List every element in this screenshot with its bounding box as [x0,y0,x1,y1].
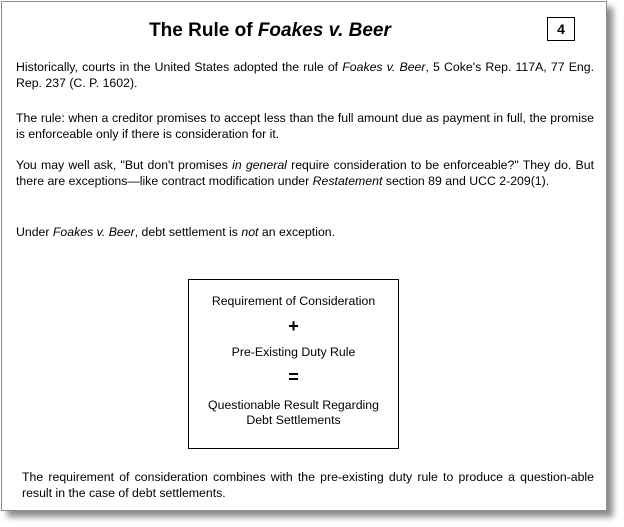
p3-emphasis-general: in general [232,158,287,172]
equation-term-preexisting-duty: Pre-Existing Duty Rule [231,345,356,359]
paragraph-conclusion [16,225,594,241]
equals-sign: = [288,367,299,387]
equation-result [189,398,398,428]
equation-box [188,279,399,449]
p3-emphasis-restatement: Restatement [312,173,383,188]
p4-text-middle: , debt settlement is [134,225,242,239]
p3-text-end: section 89 and UCC 2-209(1). [382,173,550,188]
p4-text-start: Under [16,225,53,239]
equation-term-consideration: Requirement of Consideration [211,294,376,308]
paragraph-rule: The rule: when a creditor promises to accept less than the full amount due as payment in full, the promise is enforceable only if there is consideration for it. [16,111,594,141]
p1-citation: , 5 Coke's Rep. 117A, 77 Eng. Rep. 237 (C. P. 1602). [16,60,594,90]
paragraph-exceptions [16,158,594,189]
figure-caption: The requirement of consideration combines with the pre-existing duty rule to produce a question-able result in the case of debt settlements. [22,470,594,500]
p3-text-middle: require consideration to be enforceable?" They do. But there are exceptions—like contract modification under [16,158,594,188]
p1-case-name: Foakes v. Beer [342,60,426,74]
p4-emphasis-not: not [241,225,259,239]
p4-text-end: an exception. [258,225,336,239]
slide-title [2,20,538,42]
page-number-badge: 4 [547,17,575,41]
p4-case-name: Foakes v. Beer [52,225,135,239]
equation-result-line-1: Questionable Result Regarding [208,398,379,412]
title-case-name: Foakes v. Beer [257,20,391,41]
equation-result-line-2: Debt Settlements [246,413,341,427]
p3-text-start: You may well ask, "But don't promises [16,158,233,172]
paragraph-history [16,60,594,91]
slide [1,1,607,511]
p1-text-start: Historically, courts in the United States adopted the rule of [16,60,343,74]
title-text: The Rule of [149,20,258,41]
plus-sign: + [288,316,299,336]
